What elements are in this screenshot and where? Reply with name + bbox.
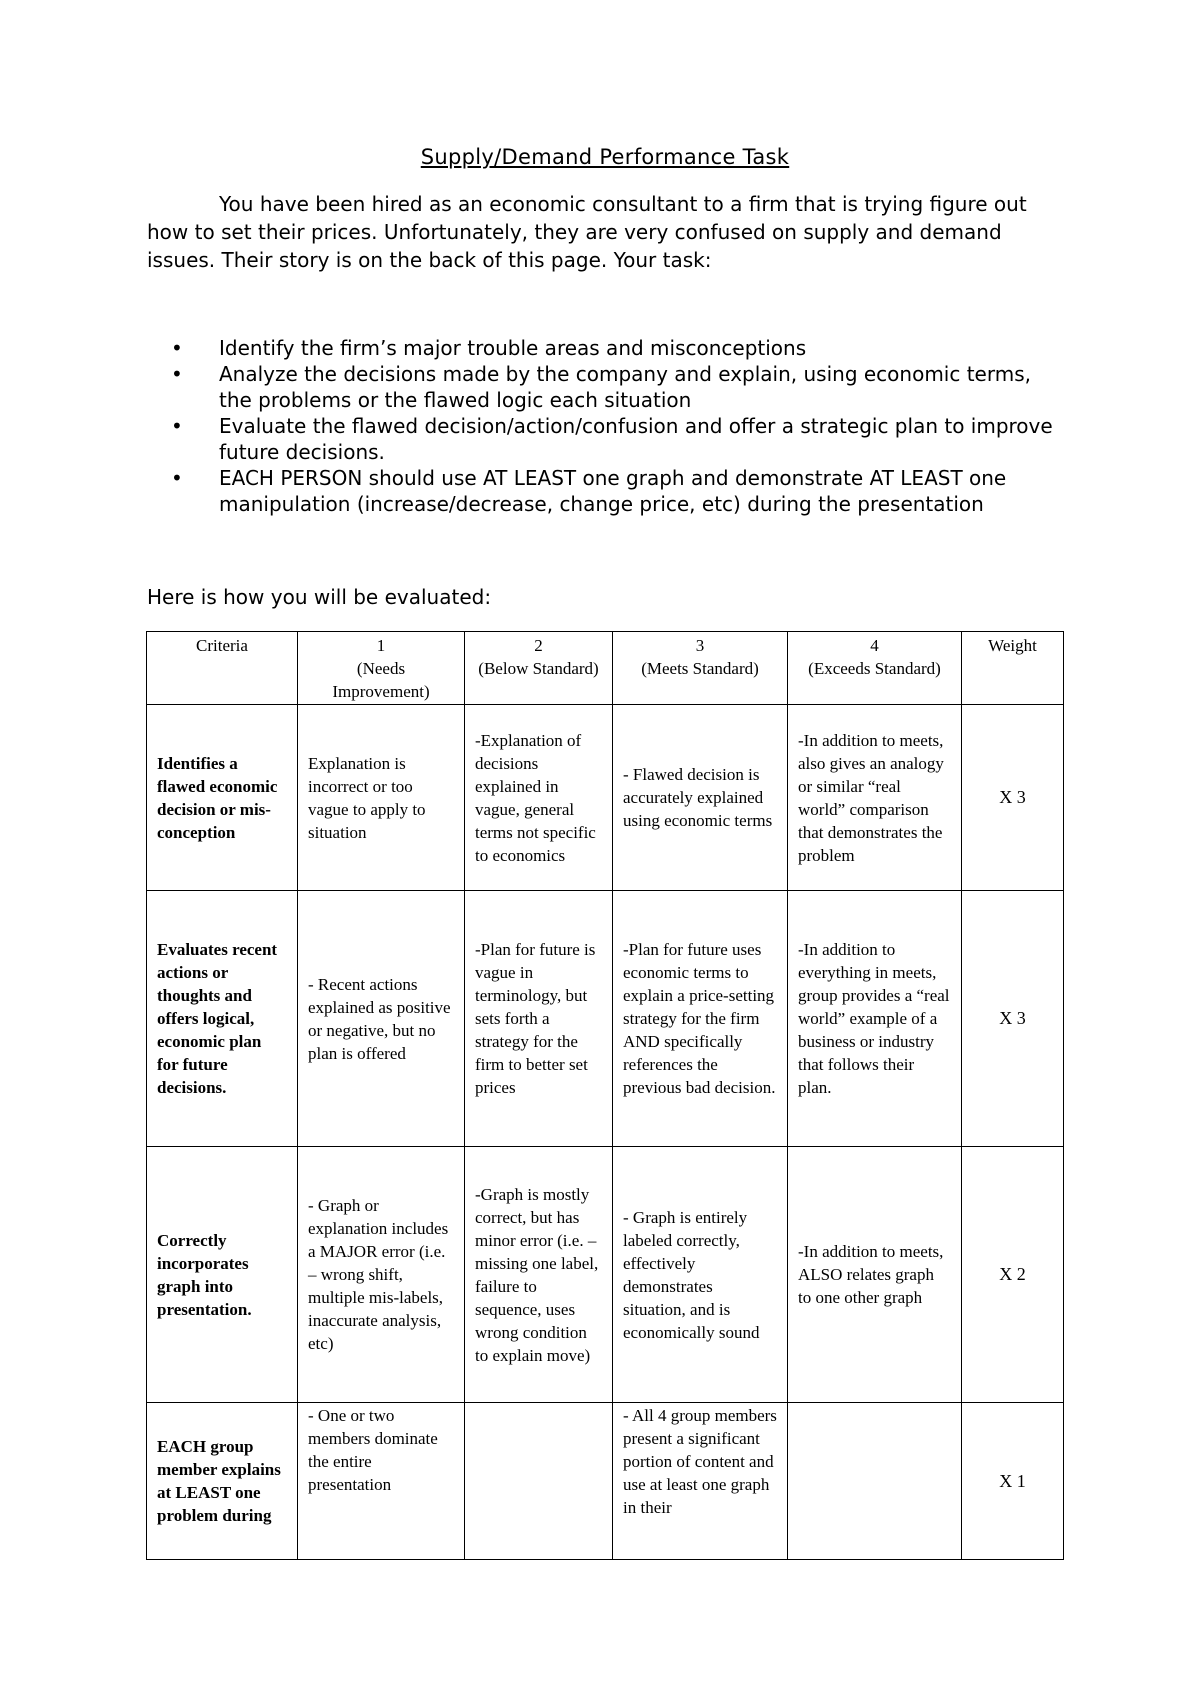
- score-1-cell: - Recent actions explained as positive or negative, but no plan is offered: [298, 891, 465, 1147]
- score-1-cell: - One or two members dominate the entire presentation: [298, 1403, 465, 1560]
- page-title: Supply/Demand Performance Task: [420, 145, 790, 169]
- bullet-icon: •: [171, 414, 183, 438]
- header-weight: Weight: [962, 632, 1064, 705]
- evaluation-label: Here is how you will be evaluated:: [147, 585, 492, 609]
- score-4-cell: -In addition to everything in meets, group provides a “real world” example of a business or industry that follows their plan.: [788, 891, 962, 1147]
- intro-text: You have been hired as an economic consultant to a firm that is trying figure out how to set their prices. Unfortunately, they are very confused on supply and demand issues. Their story is on the back of this page. Your task:: [147, 192, 1027, 272]
- weight-cell: X 1: [962, 1403, 1064, 1560]
- list-item: [147, 361, 1067, 413]
- score-2-cell: -Plan for future is vague in terminology, but sets forth a strategy for the firm to better set prices: [465, 891, 613, 1147]
- list-item-text: Analyze the decisions made by the company and explain, using economic terms, the problems or the flawed logic each situation: [219, 362, 1031, 412]
- list-item: [147, 465, 1067, 517]
- criteria-cell: Correctly incorporates graph into presentation.: [147, 1147, 298, 1403]
- list-item-text: Evaluate the flawed decision/action/confusion and offer a strategic plan to improve future decisions.: [219, 414, 1053, 464]
- score-4-cell: [788, 1403, 962, 1560]
- rubric-table: [146, 631, 1064, 1560]
- score-1-cell: Explanation is incorrect or too vague to apply to situation: [298, 705, 465, 891]
- header-score-3: 3 (Meets Standard): [613, 632, 788, 705]
- list-item: [147, 413, 1067, 465]
- weight-cell: X 3: [962, 891, 1064, 1147]
- score-4-cell: -In addition to meets, ALSO relates graph to one other graph: [788, 1147, 962, 1403]
- score-3-cell: -Plan for future uses economic terms to explain a price-setting strategy for the firm AND specifically references the previous bad decision.: [613, 891, 788, 1147]
- criteria-cell: Evaluates recent actions or thoughts and offers logical, economic plan for future decisions.: [147, 891, 298, 1147]
- bullet-icon: •: [171, 362, 183, 386]
- list-item: [147, 335, 1067, 361]
- score-4-cell: -In addition to meets, also gives an analogy or similar “real world” comparison that demonstrates the problem: [788, 705, 962, 891]
- table-row: [147, 891, 1064, 1147]
- score-3-cell: - All 4 group members present a significant portion of content and use at least one graph in their: [613, 1403, 788, 1560]
- bullet-icon: •: [171, 336, 183, 360]
- score-3-cell: - Flawed decision is accurately explained using economic terms: [613, 705, 788, 891]
- score-1-cell: - Graph or explanation includes a MAJOR error (i.e. – wrong shift, multiple mis-labels, inaccurate analysis, etc): [298, 1147, 465, 1403]
- task-list: [147, 335, 1067, 517]
- table-header-row: [147, 632, 1064, 705]
- header-criteria: Criteria: [147, 632, 298, 705]
- score-2-cell: [465, 1403, 613, 1560]
- intro-paragraph: [147, 190, 1067, 274]
- table-row: [147, 1403, 1064, 1560]
- list-item-text: Identify the firm’s major trouble areas and misconceptions: [219, 336, 807, 360]
- table-row: [147, 705, 1064, 891]
- criteria-cell: EACH group member explains at LEAST one problem during: [147, 1403, 298, 1560]
- score-2-cell: -Explanation of decisions explained in vague, general terms not specific to economics: [465, 705, 613, 891]
- header-score-4: 4 (Exceeds Standard): [788, 632, 962, 705]
- table-row: [147, 1147, 1064, 1403]
- weight-cell: X 3: [962, 705, 1064, 891]
- header-score-1: 1 (Needs Improvement): [298, 632, 465, 705]
- score-2-cell: -Graph is mostly correct, but has minor error (i.e. – missing one label, failure to sequence, uses wrong condition to explain move): [465, 1147, 613, 1403]
- criteria-cell: Identifies a flawed economic decision or mis-conception: [147, 705, 298, 891]
- weight-cell: X 2: [962, 1147, 1064, 1403]
- score-3-cell: - Graph is entirely labeled correctly, effectively demonstrates situation, and is economically sound: [613, 1147, 788, 1403]
- header-score-2: 2 (Below Standard): [465, 632, 613, 705]
- list-item-text: EACH PERSON should use AT LEAST one graph and demonstrate AT LEAST one manipulation (increase/decrease, change price, etc) during the presentation: [219, 466, 1007, 516]
- bullet-icon: •: [171, 466, 183, 490]
